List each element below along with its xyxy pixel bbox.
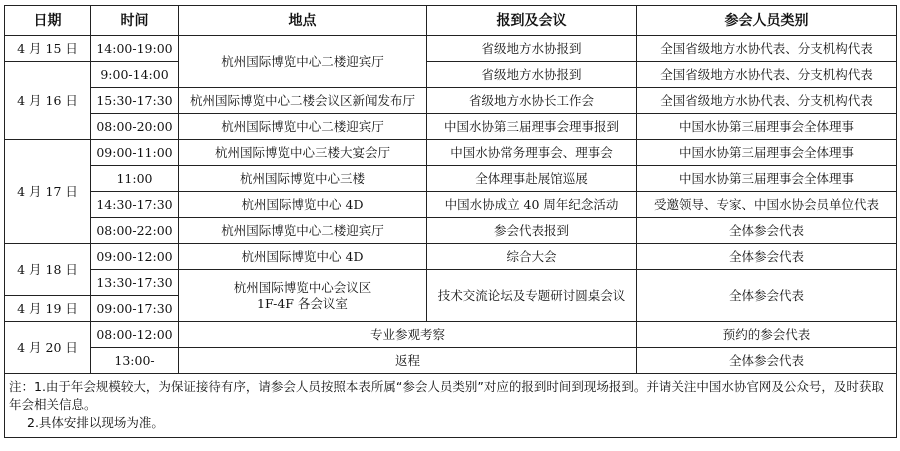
table-row — [5, 322, 897, 348]
place-cell — [179, 270, 427, 322]
table-row — [5, 36, 897, 62]
time-cell: 09:00-11:00 — [91, 140, 179, 166]
attendees-cell: 全体参会代表 — [637, 270, 897, 322]
place-cell: 杭州国际博览中心二楼迎宾厅 — [179, 36, 427, 88]
date-cell: 4 月 19 日 — [5, 296, 91, 322]
header-attendees: 参会人员类别 — [637, 6, 897, 36]
attendees-cell: 全体参会代表 — [637, 244, 897, 270]
time-cell: 14:00-19:00 — [91, 36, 179, 62]
header-time: 时间 — [91, 6, 179, 36]
event-cell: 中国水协成立 40 周年纪念活动 — [427, 192, 637, 218]
table-row — [5, 270, 897, 296]
place-cell: 杭州国际博览中心 4D — [179, 192, 427, 218]
header-row — [5, 6, 897, 36]
event-cell: 技术交流论坛及专题研讨圆桌会议 — [427, 270, 637, 322]
event-cell: 省级地方水协报到 — [427, 36, 637, 62]
table-row — [5, 88, 897, 114]
attendees-cell: 受邀领导、专家、中国水协会员单位代表 — [637, 192, 897, 218]
place-cell: 杭州国际博览中心三楼大宴会厅 — [179, 140, 427, 166]
notes-cell — [5, 374, 897, 438]
place-cell: 杭州国际博览中心三楼 — [179, 166, 427, 192]
schedule-document — [4, 5, 896, 438]
place-line: 1F-4F 各会议室 — [257, 295, 348, 311]
table-row — [5, 192, 897, 218]
table-row — [5, 348, 897, 374]
event-cell: 全体理事赴展馆巡展 — [427, 166, 637, 192]
table-row — [5, 218, 897, 244]
date-cell: 4 月 18 日 — [5, 244, 91, 296]
date-cell: 4 月 17 日 — [5, 140, 91, 244]
time-cell: 08:00-20:00 — [91, 114, 179, 140]
attendees-cell: 中国水协第三届理事会全体理事 — [637, 166, 897, 192]
time-cell: 14:30-17:30 — [91, 192, 179, 218]
note-line-1: 注：1.由于年会规模较大，为保证接待有序，请参会人员按照本表所属“参会人员类别”对应的报到时间到现场报到。并请关注中国水协官网及公众号，及时获取年会相关信息。 — [9, 379, 884, 412]
time-cell: 15:30-17:30 — [91, 88, 179, 114]
place-line: 杭州国际博览中心会议区 — [233, 279, 372, 295]
event-cell: 中国水协常务理事会、理事会 — [427, 140, 637, 166]
time-cell: 08:00-22:00 — [91, 218, 179, 244]
place-cell: 杭州国际博览中心二楼会议区新闻发布厅 — [179, 88, 427, 114]
time-cell: 13:30-17:30 — [91, 270, 179, 296]
table-row — [5, 114, 897, 140]
event-cell: 参会代表报到 — [427, 218, 637, 244]
attendees-cell: 全国省级地方水协代表、分支机构代表 — [637, 88, 897, 114]
attendees-cell: 中国水协第三届理事会全体理事 — [637, 140, 897, 166]
attendees-cell: 全体参会代表 — [637, 348, 897, 374]
time-cell: 9:00-14:00 — [91, 62, 179, 88]
time-cell: 09:00-12:00 — [91, 244, 179, 270]
event-cell: 省级地方水协报到 — [427, 62, 637, 88]
notes-row — [5, 374, 897, 438]
table-row — [5, 244, 897, 270]
date-cell: 4 月 20 日 — [5, 322, 91, 374]
place-cell: 杭州国际博览中心 4D — [179, 244, 427, 270]
time-cell: 09:00-17:30 — [91, 296, 179, 322]
attendees-cell: 全体参会代表 — [637, 218, 897, 244]
attendees-cell: 中国水协第三届理事会全体理事 — [637, 114, 897, 140]
time-cell: 11:00 — [91, 166, 179, 192]
time-cell: 08:00-12:00 — [91, 322, 179, 348]
attendees-cell: 全国省级地方水协代表、分支机构代表 — [637, 36, 897, 62]
date-cell: 4 月 15 日 — [5, 36, 91, 62]
event-cell: 综合大会 — [427, 244, 637, 270]
attendees-cell: 预约的参会代表 — [637, 322, 897, 348]
attendees-cell: 全国省级地方水协代表、分支机构代表 — [637, 62, 897, 88]
place-cell: 杭州国际博览中心二楼迎宾厅 — [179, 114, 427, 140]
place-cell: 杭州国际博览中心二楼迎宾厅 — [179, 218, 427, 244]
header-date: 日期 — [5, 6, 91, 36]
header-event: 报到及会议 — [427, 6, 637, 36]
event-cell: 专业参观考察 — [179, 322, 637, 348]
event-cell: 中国水协第三届理事会理事报到 — [427, 114, 637, 140]
header-place: 地点 — [179, 6, 427, 36]
table-row — [5, 62, 897, 88]
event-cell: 返程 — [179, 348, 637, 374]
table-row — [5, 166, 897, 192]
time-cell: 13:00- — [91, 348, 179, 374]
event-cell: 省级地方水协长工作会 — [427, 88, 637, 114]
note-line-2: 2.具体安排以现场为准。 — [27, 415, 164, 430]
table-row — [5, 140, 897, 166]
schedule-table — [4, 5, 897, 438]
date-cell: 4 月 16 日 — [5, 62, 91, 140]
